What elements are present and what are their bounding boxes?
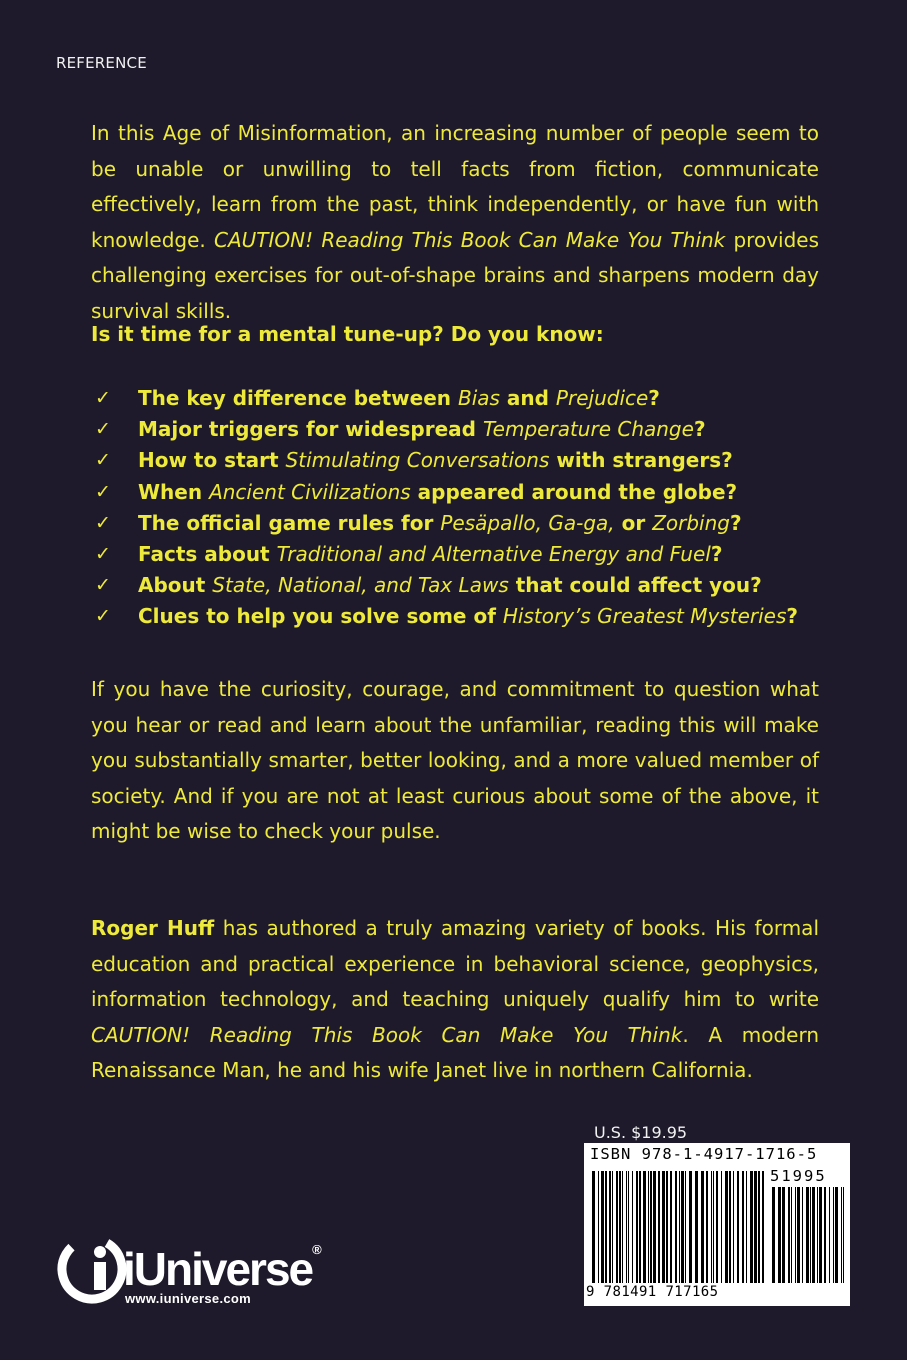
barcode-bar [772,1187,775,1283]
checklist-item [95,601,835,632]
barcode-bar [841,1187,842,1283]
barcode-bar [612,1171,613,1283]
barcode-bar [681,1171,684,1283]
author-book-title: CAUTION! Reading This Book Can Make You Think [91,1022,683,1047]
checklist [95,383,835,633]
barcode-bar [639,1171,641,1283]
barcode-bar [592,1171,595,1283]
barcode-bar [824,1187,826,1283]
barcode-bar [658,1171,660,1283]
barcode-bar [795,1187,796,1283]
barcode-bar [733,1171,734,1283]
item-emphasis: State, National, and Tax Laws [212,573,509,598]
barcode-bar [711,1171,712,1283]
checkmark-icon: ✓ [95,387,111,409]
item-text: ? [648,386,660,410]
barcode-bar [598,1171,599,1283]
barcode-bar [643,1171,646,1283]
barcode-bar [713,1171,714,1283]
item-text: ? [786,604,798,629]
publisher-name-text: iUniverse [123,1243,313,1295]
barcode-bar [802,1187,803,1283]
checklist-item [95,539,835,570]
checklist-item [95,477,835,508]
item-text: About [138,573,213,598]
barcode-bar [609,1171,611,1283]
isbn-barcode [584,1143,850,1306]
barcode-bar [788,1187,790,1283]
item-emphasis: Pesäpallo, Ga-ga, [440,510,615,535]
checkmark-icon: ✓ [95,605,111,628]
barcode-bar [716,1171,718,1283]
barcode-bar [782,1187,785,1283]
barcode-bar [636,1171,638,1283]
author-text-after: . A modern Renaissance Man, he and his wife Janet live in northern California. [91,1022,819,1082]
barcode-bar [754,1171,757,1283]
question-heading: Is it time for a mental tune-up? Do you know: [91,322,604,346]
barcode-bar [685,1171,686,1283]
item-emphasis: Traditional and Alternative Energy and Fuel [276,541,711,566]
barcode-bar [706,1171,708,1283]
barcode-bar [601,1171,604,1283]
barcode-bar [833,1187,834,1283]
barcode-bar [737,1171,739,1283]
barcode-bar [622,1171,623,1283]
checkmark-icon: ✓ [95,542,111,565]
barcode-bar [843,1187,844,1283]
barcode-bar [650,1171,652,1283]
barcode-bar [679,1171,680,1283]
barcode-bar [628,1171,629,1283]
item-text: When [138,479,210,504]
barcode-bar [806,1187,809,1283]
barcode-bar [778,1187,781,1283]
barcode-bar [666,1171,668,1283]
barcode-bar [605,1171,607,1283]
author-text-before: has authored a truly amazing variety of books. His formal education and practical experience in behavioral science, geophysics, information technology, and teaching uniquely qualify him to write [91,916,819,1011]
barcode-bar [616,1171,618,1283]
checkmark-icon: ✓ [95,449,111,472]
barcode-bar [750,1171,753,1283]
barcode-bar [670,1171,672,1283]
item-text: or [614,510,653,535]
barcode-bar [632,1171,633,1283]
checkmark-icon: ✓ [95,418,111,441]
item-emphasis: Bias [457,386,500,410]
checklist-item [95,570,835,601]
checklist-item [95,508,835,539]
item-text: and [499,386,556,410]
barcode-bar [819,1187,822,1283]
item-emphasis: Ancient Civilizations [209,479,411,504]
barcode-bar [817,1187,818,1283]
author-name: Roger Huff [91,916,215,940]
barcode-bar [675,1171,677,1283]
barcode-bar [689,1171,692,1283]
item-emphasis: History’s Greatest Mysteries [502,604,787,629]
ean-digits: 9 781491 717165 [586,1284,719,1300]
barcode-bar [758,1171,760,1283]
barcode-bar [829,1187,830,1283]
item-text: ? [693,417,706,442]
barcode-bar [695,1171,698,1283]
item-text: ? [730,510,742,535]
barcode-bar [619,1171,621,1283]
barcode-bar [626,1171,627,1283]
item-text: Facts about [138,541,277,566]
item-emphasis: Temperature Change [482,417,694,442]
item-text: Major triggers for widespread [138,417,483,442]
publisher-url: www.iuniverse.com [125,1291,251,1306]
checkmark-icon: ✓ [95,574,111,597]
barcode-bar [762,1171,764,1283]
barcode-bar [791,1187,792,1283]
item-text: How to start [138,448,286,473]
checklist-item [95,445,835,476]
category-label: REFERENCE [56,54,147,72]
barcode-bar [729,1171,731,1283]
registered-mark: ® [312,1242,320,1257]
barcode-bar [746,1171,747,1283]
barcode-bar [810,1187,811,1283]
barcode-bar [725,1171,728,1283]
closing-paragraph: If you have the curiosity, courage, and commitment to question what you hear or read and learn about the unfamiliar, reading this will make you substantially smarter, better looking, and a more valued member of society. And if you are not at least curious about some of the above, it might be wise to check your pulse. [91,677,819,843]
item-text: ? [710,541,723,566]
barcode-bar [812,1187,815,1283]
price-label: U.S. $19.95 [594,1123,688,1142]
item-text: The key difference between [138,386,458,410]
item-text: The official game rules for [138,510,441,535]
barcode-bar [797,1187,800,1283]
barcode-bar [648,1171,649,1283]
checkmark-icon: ✓ [95,511,111,534]
intro-text-before: In this Age of Misinformation, an increasing number of people seem to be unable or unwilling to tell facts from fiction, communicate effectively, learn from the past, think independently, or have fun with knowledge. [91,121,819,252]
publisher-name [123,1242,320,1296]
iuniverse-logo-icon [55,1232,129,1306]
barcode-bar [662,1171,665,1283]
ean-barcode-bars [592,1171,764,1283]
item-text: with strangers? [549,448,733,473]
intro-paragraph [91,116,819,329]
item-emphasis: Zorbing [652,510,730,535]
isbn-label: ISBN 978-1-4917-1716-5 [590,1145,818,1163]
checklist-item [95,414,835,445]
barcode-bar [742,1171,744,1283]
checkmark-icon: ✓ [95,480,111,503]
item-emphasis: Stimulating Conversations [285,448,550,473]
checklist-item [95,383,835,414]
barcode-bar [835,1187,838,1283]
intro-text-after: provides challenging exercises for out-of-shape brains and sharpens modern day survival skills. [91,227,820,323]
item-text: appeared around the globe? [410,479,738,504]
price-supplement-digits: 51995 [770,1167,827,1185]
barcode-bar [653,1171,656,1283]
item-text: that could affect you? [508,573,762,598]
intro-book-title: CAUTION! Reading This Book Can Make You Think [213,227,726,252]
barcode-bar [701,1171,704,1283]
item-text: Clues to help you solve some of [138,604,503,629]
author-bio [91,911,819,1089]
supplement-barcode-bars [772,1187,844,1283]
item-emphasis: Prejudice [555,386,649,410]
barcode-bar [721,1171,722,1283]
